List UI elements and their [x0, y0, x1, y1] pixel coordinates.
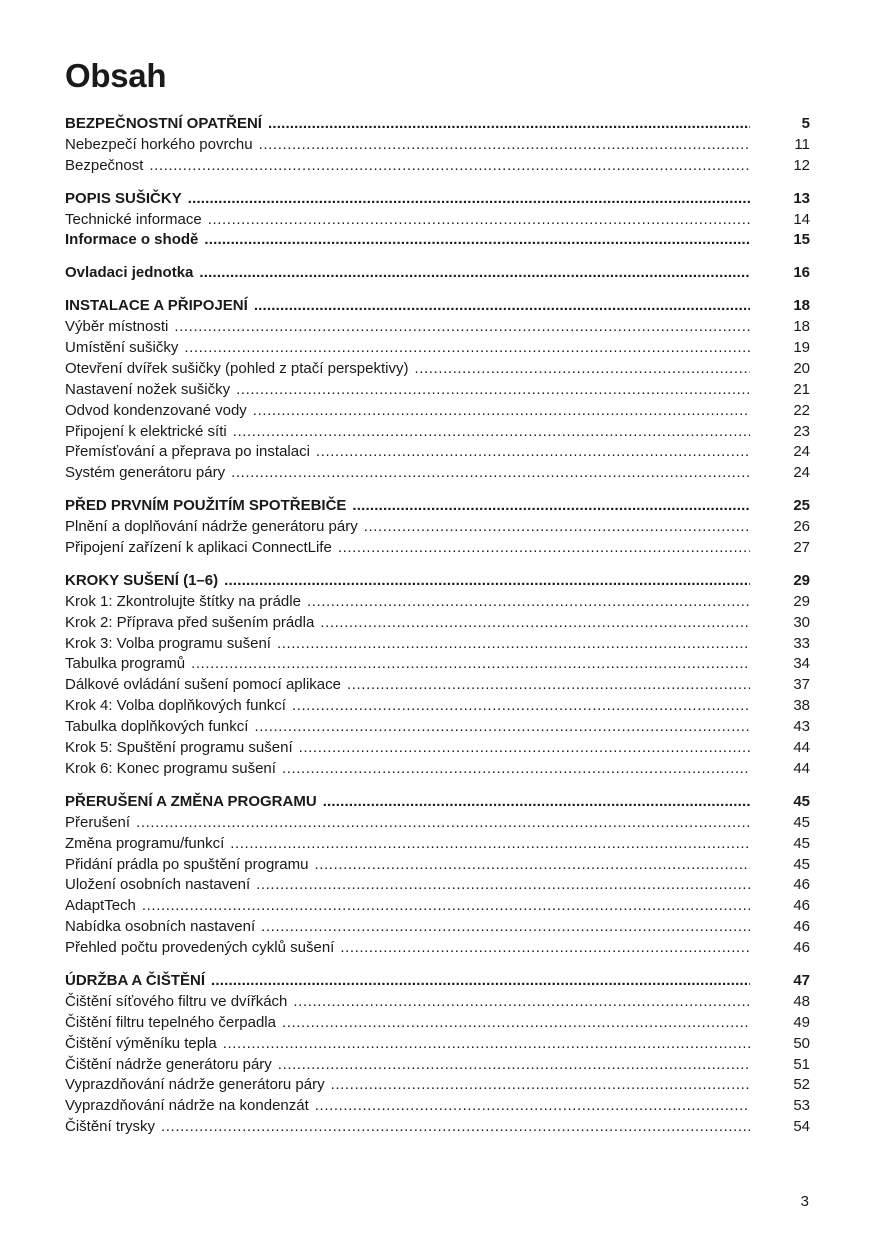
- toc-entry-label: Uložení osobních nastavení: [65, 876, 251, 894]
- toc-entry-label: Krok 4: Volba doplňkových funkcí: [65, 697, 286, 715]
- toc-entry-page: 12: [793, 156, 810, 174]
- toc-entry[interactable]: [65, 675, 810, 696]
- toc-entry-label: Přemísťování a přeprava po instalaci: [65, 443, 310, 461]
- toc-entry-page: 16: [793, 264, 810, 282]
- toc-entry-page: 48: [793, 992, 810, 1010]
- dot-leader: [282, 759, 750, 780]
- dot-leader: [174, 317, 750, 338]
- toc-entry-label: PŘED PRVNÍM POUŽITÍM SPOTŘEBIČE: [65, 497, 347, 515]
- toc-entry[interactable]: [65, 1096, 810, 1117]
- toc-entry-page: 44: [793, 759, 810, 777]
- toc-section-heading[interactable]: [65, 114, 810, 135]
- dot-leader: [347, 675, 750, 696]
- dot-leader: [323, 792, 750, 813]
- toc-entry-label: KROKY SUŠENÍ (1–6): [65, 571, 219, 589]
- toc-entry-label: Nebezpečí horkého povrchu: [65, 135, 253, 153]
- toc-entry-page: 34: [793, 655, 810, 673]
- toc-section: [65, 496, 810, 559]
- dot-leader: [199, 263, 750, 284]
- toc-entry-page: 47: [793, 971, 810, 989]
- toc-entry-page: 19: [793, 339, 810, 357]
- toc-section: [65, 792, 810, 959]
- toc-entry-page: 20: [793, 359, 810, 377]
- toc-section-heading[interactable]: [65, 189, 810, 210]
- toc-entry[interactable]: [65, 1055, 810, 1076]
- toc-entry-label: Krok 6: Konec programu sušení: [65, 759, 276, 777]
- toc-entry-label: Přerušení: [65, 813, 131, 831]
- dot-leader: [314, 855, 750, 876]
- toc-entry[interactable]: [65, 634, 810, 655]
- dot-leader: [340, 938, 750, 959]
- toc-entry-page: 22: [793, 401, 810, 419]
- toc-entry[interactable]: [65, 538, 810, 559]
- dot-leader: [320, 613, 750, 634]
- toc-section: [65, 189, 810, 252]
- toc-entry[interactable]: [65, 359, 810, 380]
- dot-leader: [292, 696, 750, 717]
- toc-entry-label: Čištění výměníku tepla: [65, 1034, 217, 1052]
- toc-entry[interactable]: [65, 696, 810, 717]
- toc-section-heading[interactable]: [65, 263, 810, 284]
- dot-leader: [230, 834, 750, 855]
- toc-section: [65, 296, 810, 484]
- toc-entry-label: INSTALACE A PŘIPOJENÍ: [65, 297, 248, 315]
- toc-entry-label: Vyprazdňování nádrže na kondenzát: [65, 1097, 309, 1115]
- toc-entry-page: 27: [793, 539, 810, 557]
- dot-leader: [256, 875, 750, 896]
- page-title: Obsah: [65, 57, 167, 94]
- toc-entry[interactable]: [65, 442, 810, 463]
- toc-entry-page: 53: [793, 1097, 810, 1115]
- toc-entry-label: Bezpečnost: [65, 156, 144, 174]
- dot-leader: [136, 813, 750, 834]
- dot-leader: [316, 442, 750, 463]
- toc-entry-label: Přehled počtu provedených cyklů sušení: [65, 939, 335, 957]
- dot-leader: [259, 135, 750, 156]
- dot-leader: [278, 1055, 750, 1076]
- toc-entry-label: Tabulka doplňkových funkcí: [65, 718, 249, 736]
- dot-leader: [233, 422, 750, 443]
- toc-entry-page: 45: [793, 813, 810, 831]
- toc-entry-label: Odvod kondenzované vody: [65, 401, 247, 419]
- toc-entry[interactable]: [65, 875, 810, 896]
- toc-entry[interactable]: [65, 938, 810, 959]
- dot-leader: [315, 1096, 750, 1117]
- toc-entry[interactable]: [65, 834, 810, 855]
- toc-entry-page: 50: [793, 1034, 810, 1052]
- toc-entry-page: 37: [793, 676, 810, 694]
- toc-entry-label: Krok 2: Příprava před sušením prádla: [65, 613, 315, 631]
- toc-entry-page: 11: [794, 135, 810, 153]
- table-of-contents: [65, 114, 810, 1150]
- dot-leader: [293, 992, 750, 1013]
- toc-entry[interactable]: [65, 855, 810, 876]
- toc-entry[interactable]: [65, 896, 810, 917]
- toc-entry[interactable]: [65, 654, 810, 675]
- toc-entry[interactable]: [65, 917, 810, 938]
- dot-leader: [224, 571, 750, 592]
- toc-entry-page: 15: [793, 231, 810, 249]
- toc-entry[interactable]: [65, 1013, 810, 1034]
- toc-entry-label: Změna programu/funkcí: [65, 834, 225, 852]
- toc-entry-label: BEZPEČNOSTNÍ OPATŘENÍ: [65, 115, 262, 132]
- dot-leader: [231, 463, 750, 484]
- page-number: 3: [800, 1193, 809, 1210]
- toc-entry-page: 46: [793, 939, 810, 957]
- toc-entry-label: Čištění filtru tepelného čerpadla: [65, 1013, 276, 1031]
- toc-entry[interactable]: [65, 813, 810, 834]
- toc-entry-label: PŘERUŠENÍ A ZMĚNA PROGRAMU: [65, 792, 317, 810]
- toc-entry-page: 5: [801, 115, 810, 132]
- toc-section-heading[interactable]: [65, 571, 810, 592]
- toc-entry-label: Čištění síťového filtru ve dvířkách: [65, 992, 288, 1010]
- toc-entry-page: 29: [793, 592, 810, 610]
- toc-entry-page: 46: [793, 918, 810, 936]
- dot-leader: [414, 359, 750, 380]
- toc-entry-label: Připojení k elektrické síti: [65, 422, 227, 440]
- toc-entry[interactable]: [65, 156, 810, 177]
- dot-leader: [208, 210, 750, 231]
- toc-entry-page: 24: [793, 464, 810, 482]
- toc-entry[interactable]: [65, 1075, 810, 1096]
- toc-entry-page: 43: [793, 718, 810, 736]
- dot-leader: [299, 738, 750, 759]
- toc-entry[interactable]: [65, 422, 810, 443]
- toc-entry[interactable]: [65, 230, 810, 251]
- dot-leader: [364, 517, 750, 538]
- toc-entry[interactable]: [65, 463, 810, 484]
- toc-entry-page: 52: [793, 1076, 810, 1094]
- dot-leader: [277, 634, 750, 655]
- dot-leader: [268, 114, 750, 135]
- toc-entry[interactable]: [65, 401, 810, 422]
- toc-entry-label: Plnění a doplňování nádrže generátoru páry: [65, 518, 358, 536]
- toc-section-heading[interactable]: [65, 971, 810, 992]
- toc-entry-page: 26: [793, 518, 810, 536]
- dot-leader: [142, 896, 750, 917]
- toc-entry-label: Vyprazdňování nádrže generátoru páry: [65, 1076, 325, 1094]
- toc-entry-label: Připojení zařízení k aplikaci ConnectLife: [65, 539, 332, 557]
- dot-leader: [331, 1075, 750, 1096]
- toc-entry-page: 25: [793, 497, 810, 515]
- toc-entry[interactable]: [65, 517, 810, 538]
- toc-entry-label: Tabulka programů: [65, 655, 186, 673]
- toc-entry-label: Technické informace: [65, 210, 202, 228]
- toc-entry-page: 45: [793, 792, 810, 810]
- toc-entry-page: 44: [793, 739, 810, 757]
- toc-entry-page: 49: [793, 1013, 810, 1031]
- toc-entry-label: Nastavení nožek sušičky: [65, 380, 231, 398]
- toc-entry-label: Čištění trysky: [65, 1118, 156, 1136]
- toc-entry-page: 29: [793, 571, 810, 589]
- toc-entry[interactable]: [65, 992, 810, 1013]
- toc-section: [65, 571, 810, 780]
- toc-entry-page: 51: [793, 1055, 810, 1073]
- toc-entry-page: 54: [793, 1118, 810, 1136]
- toc-entry-page: 45: [793, 834, 810, 852]
- toc-entry[interactable]: [65, 717, 810, 738]
- toc-entry-label: AdaptTech: [65, 897, 136, 915]
- toc-section-heading[interactable]: [65, 792, 810, 813]
- toc-entry-page: 45: [793, 855, 810, 873]
- dot-leader: [254, 296, 750, 317]
- toc-entry-label: Otevření dvířek sušičky (pohled z ptačí perspektivy): [65, 359, 409, 377]
- toc-entry-page: 21: [793, 380, 810, 398]
- toc-section-heading[interactable]: [65, 496, 810, 517]
- dot-leader: [188, 189, 750, 210]
- toc-entry-label: POPIS SUŠIČKY: [65, 189, 182, 207]
- dot-leader: [211, 971, 750, 992]
- toc-entry[interactable]: [65, 317, 810, 338]
- toc-entry[interactable]: [65, 738, 810, 759]
- toc-entry-label: Výběr místnosti: [65, 318, 169, 336]
- toc-entry-label: Krok 3: Volba programu sušení: [65, 634, 271, 652]
- toc-entry-label: Umístění sušičky: [65, 339, 179, 357]
- toc-entry[interactable]: [65, 210, 810, 231]
- dot-leader: [149, 156, 750, 177]
- dot-leader: [184, 338, 750, 359]
- toc-section-heading[interactable]: [65, 296, 810, 317]
- toc-entry[interactable]: [65, 380, 810, 401]
- toc-entry[interactable]: [65, 759, 810, 780]
- toc-entry-label: Krok 1: Zkontrolujte štítky na prádle: [65, 592, 301, 610]
- toc-entry-label: Systém generátoru páry: [65, 464, 226, 482]
- dot-leader: [223, 1034, 750, 1055]
- toc-entry-label: Krok 5: Spuštění programu sušení: [65, 739, 293, 757]
- toc-section: [65, 114, 810, 177]
- dot-leader: [338, 538, 750, 559]
- toc-entry[interactable]: [65, 1117, 810, 1138]
- toc-entry-page: 14: [793, 210, 810, 228]
- toc-section: [65, 263, 810, 284]
- toc-entry-page: 24: [793, 443, 810, 461]
- toc-entry[interactable]: [65, 592, 810, 613]
- dot-leader: [261, 917, 750, 938]
- toc-entry-label: Čištění nádrže generátoru páry: [65, 1055, 272, 1073]
- toc-entry-label: Ovladaci jednotka: [65, 264, 194, 282]
- dot-leader: [161, 1117, 750, 1138]
- dot-leader: [236, 380, 750, 401]
- toc-section: [65, 971, 810, 1138]
- dot-leader: [191, 654, 750, 675]
- toc-entry-label: Informace o shodě: [65, 231, 199, 249]
- toc-entry-page: 46: [793, 876, 810, 894]
- toc-entry[interactable]: [65, 338, 810, 359]
- dot-leader: [307, 592, 750, 613]
- toc-entry-page: 46: [793, 897, 810, 915]
- toc-entry[interactable]: [65, 613, 810, 634]
- toc-entry-page: 33: [793, 634, 810, 652]
- toc-entry-page: 30: [793, 613, 810, 631]
- toc-entry-label: Dálkové ovládání sušení pomocí aplikace: [65, 676, 341, 694]
- dot-leader: [282, 1013, 750, 1034]
- toc-entry[interactable]: [65, 1034, 810, 1055]
- toc-entry-label: Nabídka osobních nastavení: [65, 918, 256, 936]
- toc-entry[interactable]: [65, 135, 810, 156]
- toc-entry-page: 23: [793, 422, 810, 440]
- dot-leader: [352, 496, 750, 517]
- toc-entry-page: 38: [793, 697, 810, 715]
- dot-leader: [253, 401, 750, 422]
- dot-leader: [254, 717, 750, 738]
- toc-entry-page: 18: [793, 297, 810, 315]
- dot-leader: [204, 230, 750, 251]
- toc-entry-label: Přidání prádla po spuštění programu: [65, 855, 309, 873]
- toc-entry-page: 18: [793, 318, 810, 336]
- toc-entry-page: 13: [793, 189, 810, 207]
- toc-entry-label: ÚDRŽBA A ČIŠTĚNÍ: [65, 971, 205, 989]
